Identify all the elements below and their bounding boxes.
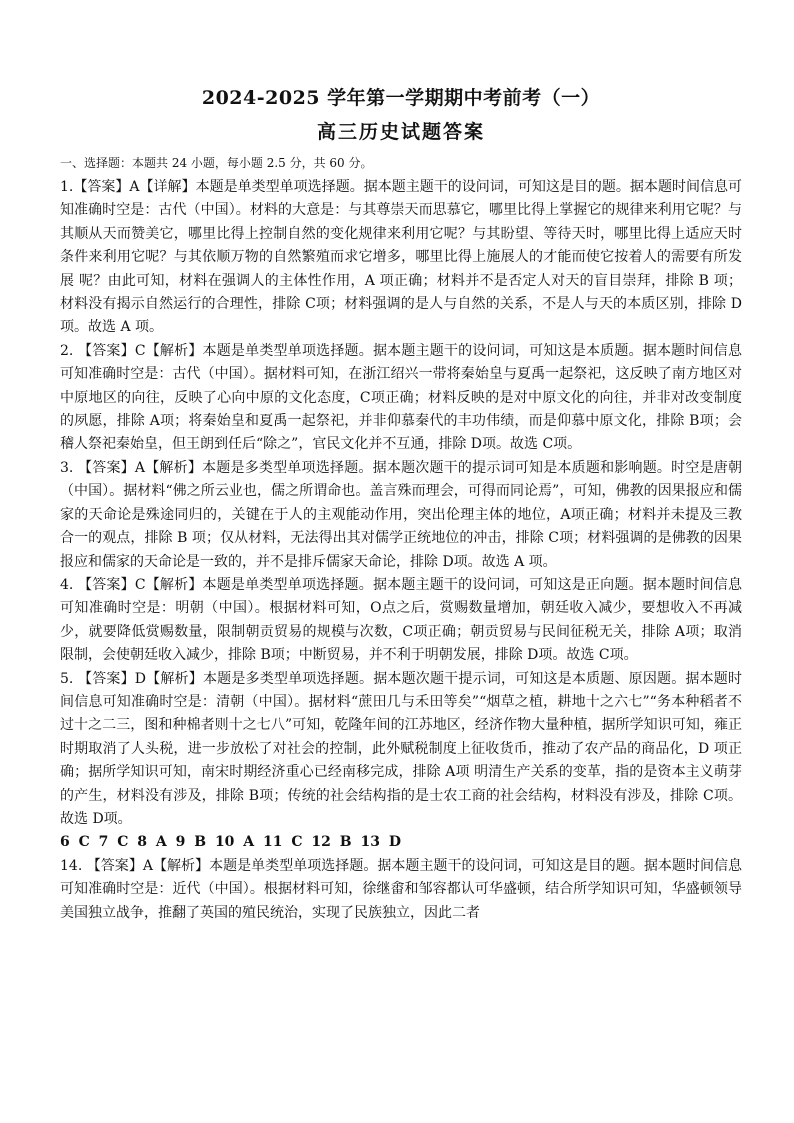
answer-item-14: 14. 【答案】A【解析】本题是单类型单项选择题。据本题主题干的设问词，可知这是目的题。据本题时间信息可知准确时空是：近代（中国）。根据材料可知，徐继畬和邹容都认可华盛顿，结合所学知识可知，华盛顿领导美国独立战争，推翻了英国的殖民统治，实现了民族独立，因此二者: [60, 857, 742, 921]
answer-item-3: 3. 【答案】A【解析】本题是多类型单项选择题。据本题次题干的提示词可知是本质题和影响题。时空是唐朝（中国）。据材料“佛之所云业也，儒之所谓命也。盖言殊而理会，可得而同论焉”，可知，佛教的因果报应和儒家的天命论是殊途同归的，关键在于人的主观能动作用，突出伦理主体的地位，A项正确；材料并未提及三教合一的观点，排除 B 项；仅从材料，无法得出其对儒学正统地位的冲击，排除 C项；材料强调的是佛教的因果报应和儒家的天命论是一致的，并不是排斥儒家天命论，排除 D项。故选 A 项。: [60, 459, 742, 570]
answer-item-5: 5. 【答案】D【解析】本题是多类型单项选择题。据本题次题干提示词，可知这是本质题、原因题。据本题时间信息可知准确时空是：清朝（中国）。据材料“蔗田几与禾田等矣”“烟草之植，耕地十之六七”“务本种稻者不过十之二三，图和种棉者则十之七八”可知，乾隆年间的江苏地区，经济作物大量种植，据所学知识可知，雍正时期取消了人头税，进一步放松了对社会的控制，此外赋税制度上征收货币，推动了农产品的商品化，D 项正确；据所学知识可知，南宋时期经济重心已经南移完成，排除 A项 明清生产关系的变革，指的是资本主义萌芽的产生，材料没有涉及，排除 B项；传统的社会结构指的是士农工商的社会结构，材料没有涉及，排除 C项。故选 D项。: [60, 670, 742, 827]
exam-title: 2024-2025 学年第一学期期中考前考（一）: [201, 87, 601, 109]
section-heading: 一、选择题：本题共 24 小题，每小题 2.5 分，共 60 分。: [60, 156, 373, 170]
answer-item-2: 2. 【答案】C【解析】本题是单类型单项选择题。据本题主题干的设问词，可知这是本质题。据本题时间信息可知准确时空是：古代（中国）。据材料可知，在浙江绍兴一带将秦始皇与夏禹一起祭祀，这反映了南方地区对中原地区的向往，反映了心向中原的文化态度，C项正确；材料反映的是对中原文化的向往，并非对改变制度的夙愿，排除 A项；将秦始皇和夏禹一起祭祀，并非仰慕秦代的丰功伟绩，而是仰慕中原文化，排除 B项；会稽人祭祀秦始皇，但王朗到任后“除之”，官民文化并不互通，排除 D项。故选 C项。: [60, 342, 742, 453]
quick-answers-6-13: 6 C 7 C 8 A 9 B 10 A 11 C 12 B 13 D: [60, 834, 401, 851]
answer-item-1: 1.【答案】A【详解】本题是单类型单项选择题。据本题主题干的设问词，可知这是目的题。据本题时间信息可知准确时空是：古代（中国）。材料的大意是：与其尊崇天而思慕它，哪里比得上掌握它的规律来利用它呢？与其顺从天而赞美它，哪里比得上控制自然的变化规律来利用它呢？与其盼望、等待天时，哪里比得上适应天时条件来利用它呢？与其依顺万物的自然繁殖而求它增多，哪里比得上施展人的才能而使它按着人的需要有所发展 呢？由此可知，材料在强调人的主体性作用，A 项正确；材料并不是否定人对天的盲目崇拜，排除 B 项；材料没有揭示自然运行的合理性，排除 C项；材料强调的是人与自然的关系，不是人与天的本质区别，排除 D 项。故选 A 项。: [60, 179, 742, 336]
answer-key-title: 高三历史试题答案: [316, 121, 485, 143]
answer-item-4: 4. 【答案】C【解析】本题是单类型单项选择题。据本题主题干的设问词，可知这是正向题。据本题时间信息可知准确时空是：明朝（中国）。根据材料可知，O点之后，赏赐数量增加，朝廷收入减少，要想收入不再减少，就要降低赏赐数量，限制朝贡贸易的规模与次数，C项正确；朝贡贸易与民间征税无关，排除 A项；取消限制，会使朝廷收入减少，排除 B项；中断贸易，并不利于明朝发展，排除 D项。故选 C项。: [60, 576, 742, 664]
